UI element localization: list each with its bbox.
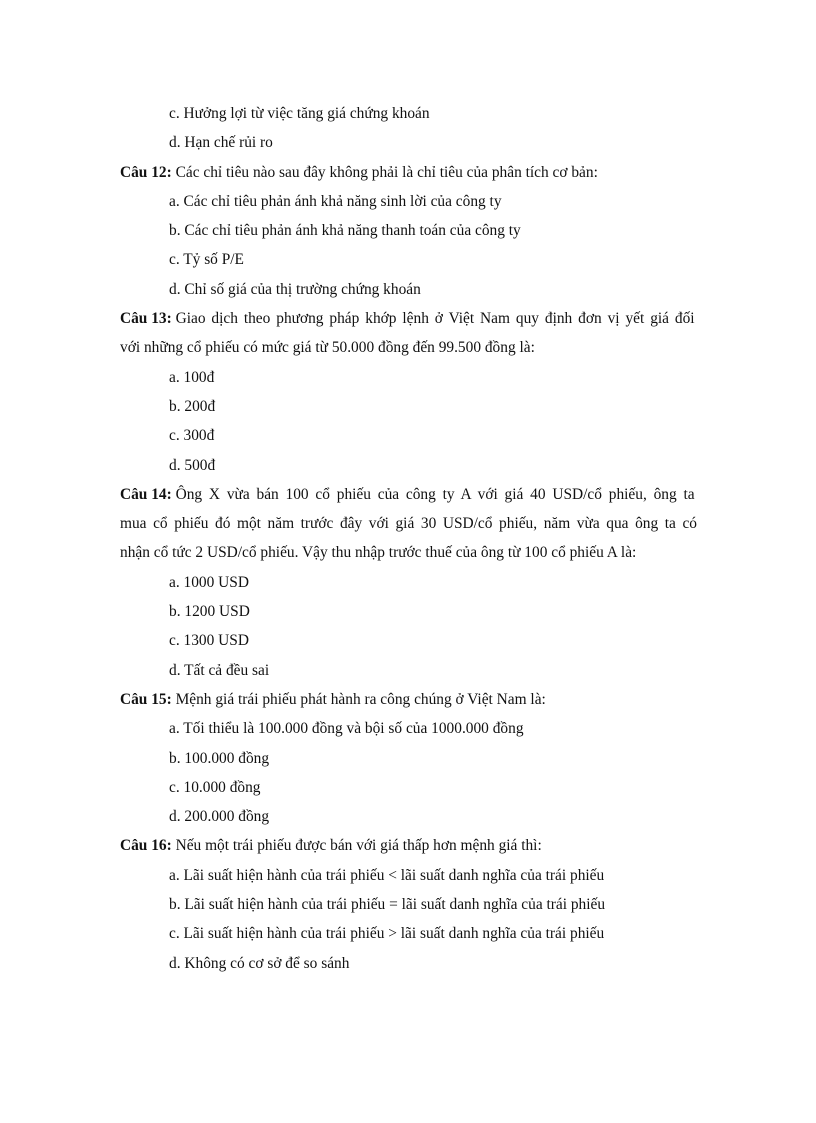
option-q11-d: d. Hạn chế rủi ro — [169, 134, 273, 152]
question-15-text: Mệnh giá trái phiếu phát hành ra công chúng ở Việt Nam là: — [175, 690, 546, 708]
question-13-text-line-1: Giao dịch theo phương pháp khớp lệnh ở Việt Nam quy định đơn vị yết giá đối — [175, 310, 695, 328]
option-q13-a: a. 100đ — [169, 368, 215, 386]
question-16 — [0, 831, 816, 860]
question-14-text-line-1: Ông X vừa bán 100 cổ phiếu của công ty A với giá 40 USD/cổ phiếu, ông ta — [175, 485, 695, 503]
question-13-text-line-2: với những cổ phiếu có mức giá từ 50.000 đồng đến 99.500 đồng là: — [120, 339, 535, 357]
option-q16-d: d. Không có cơ sở để so sánh — [169, 954, 350, 972]
option-q12-c: c. Tỷ số P/E — [169, 251, 244, 269]
question-12 — [0, 158, 816, 187]
option-q16-b: b. Lãi suất hiện hành của trái phiếu = lãi suất danh nghĩa của trái phiếu — [169, 896, 606, 914]
question-14-text-line-2-wrap — [0, 509, 816, 538]
option-q14-b: b. 1200 USD — [169, 603, 250, 621]
option-q16-c: c. Lãi suất hiện hành của trái phiếu > lãi suất danh nghĩa của trái phiếu — [169, 925, 605, 943]
question-14 — [0, 480, 816, 509]
question-16-text: Nếu một trái phiếu được bán với giá thấp hơn mệnh giá thì: — [175, 837, 542, 855]
question-13-label: Câu 13: — [120, 310, 172, 328]
question-12-text: Các chỉ tiêu nào sau đây không phải là chỉ tiêu của phân tích cơ bản: — [175, 163, 598, 181]
question-13 — [0, 304, 816, 333]
question-14-text-line-3: nhận cổ tức 2 USD/cổ phiếu. Vậy thu nhập trước thuế của ông từ 100 cổ phiếu A là: — [120, 544, 637, 562]
question-16-label: Câu 16: — [120, 837, 172, 855]
question-15-label: Câu 15: — [120, 690, 172, 708]
option-q11-c: c. Hưởng lợi từ việc tăng giá chứng khoán — [169, 105, 430, 122]
option-q12-b: b. Các chỉ tiêu phản ánh khả năng thanh toán của công ty — [169, 222, 521, 240]
option-q14-a: a. 1000 USD — [169, 573, 249, 591]
option-q14-c: c. 1300 USD — [169, 632, 249, 650]
option-q15-c: c. 10.000 đồng — [169, 778, 261, 796]
option-q13-c: c. 300đ — [169, 427, 215, 445]
question-15 — [0, 685, 816, 714]
option-q13-d: d. 500đ — [169, 456, 216, 474]
option-q15-a: a. Tối thiểu là 100.000 đồng và bội số của 1000.000 đồng — [169, 720, 524, 738]
option-q12-a: a. Các chỉ tiêu phản ánh khả năng sinh lời của công ty — [169, 192, 502, 210]
option-q16-a: a. Lãi suất hiện hành của trái phiếu < lãi suất danh nghĩa của trái phiếu — [169, 866, 605, 884]
option-q12-d: d. Chỉ số giá của thị trường chứng khoán — [169, 280, 421, 298]
document-page — [0, 99, 816, 978]
question-14-label: Câu 14: — [120, 485, 172, 503]
option-q13-b: b. 200đ — [169, 397, 216, 415]
option-q14-d: d. Tất cả đều sai — [169, 661, 270, 679]
option-q15-b: b. 100.000 đồng — [169, 749, 270, 767]
question-12-label: Câu 12: — [120, 163, 172, 181]
question-14-text-line-2: mua cổ phiếu đó một năm trước đây với giá 30 USD/cổ phiếu, năm vừa qua ông ta có — [120, 515, 697, 533]
option-q15-d: d. 200.000 đồng — [169, 808, 270, 826]
